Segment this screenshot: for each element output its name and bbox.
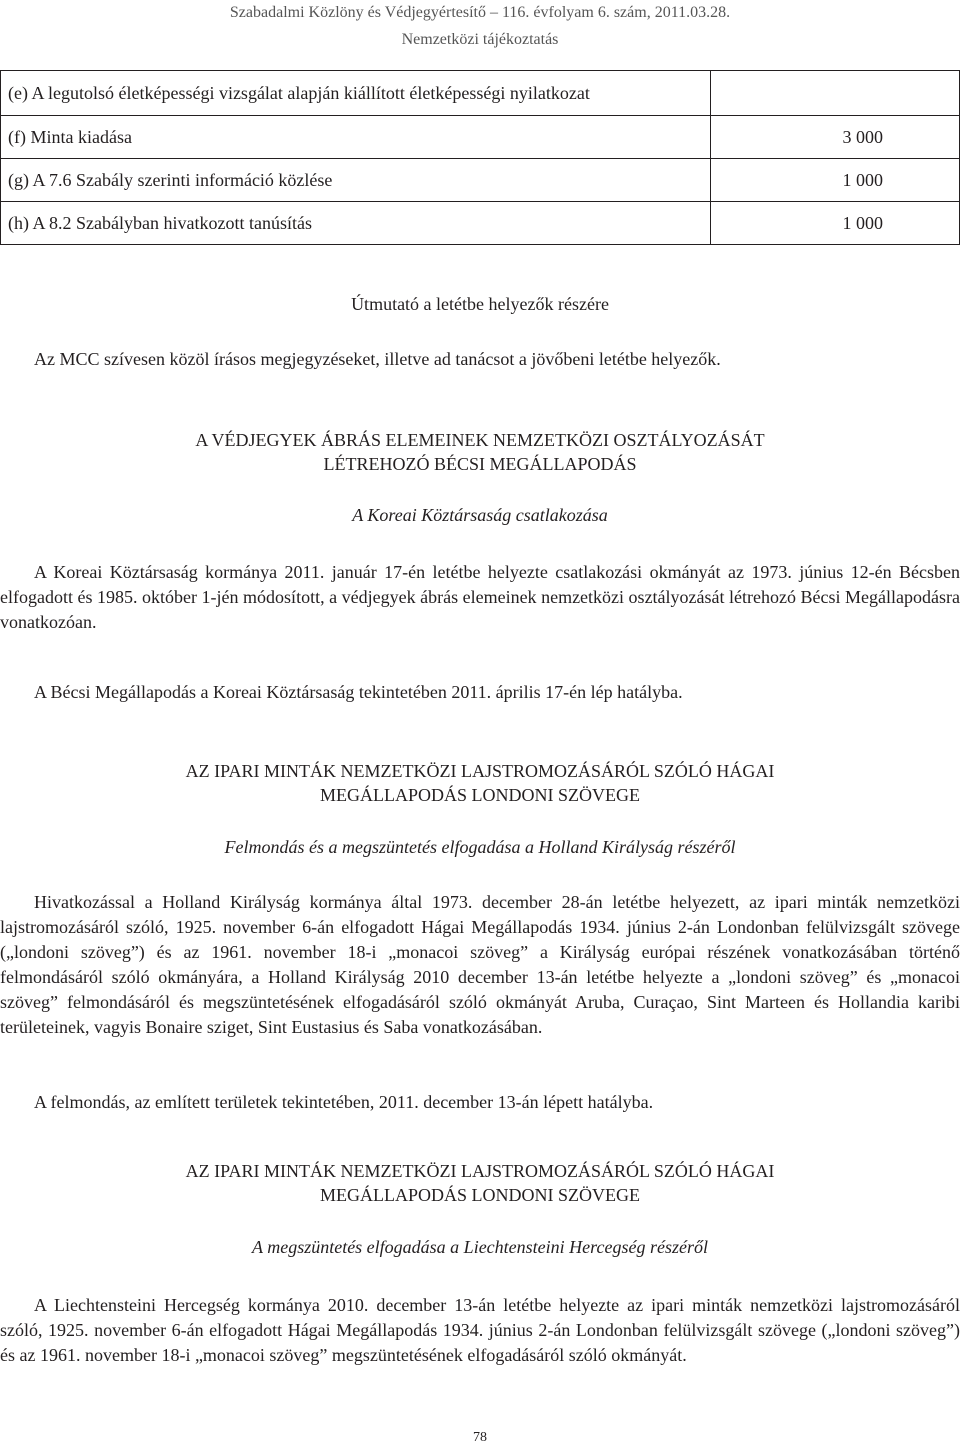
section-title-line: MEGÁLLAPODÁS LONDONI SZÖVEGE xyxy=(320,1185,640,1205)
section-subtitle: A megszüntetés elfogadása a Liechtensteini Hercegség részéről xyxy=(252,1237,708,1257)
paragraph: Hivatkozással a Holland Királyság kormánya által 1973. december 28-án letétbe helyezett, az ipari minták nemzetközi lajstromozásáról szóló, 1925. november 6-án elfogadott Hágai Megállapodás 1934. június 2-án Londonban felülvizsgált szövege („londoni szöveg”) és az 1961. november 18-i „monacoi szöveg” a Királyság európai részének vonatkozásában történő felmondásáról szóló okmányára, a Holland Királyság 2010 december 13-án letétbe helyezte a „londoni szöveg” és „monacoi szöveg” felmondásáról és megszüntetésének elfogadásáról szóló okmányát Aruba, Curaçao, Sint Marteen és Hollandia karibi területeinek, vagyis Bonaire sziget, Sint Eustasius és Saba vonatkozásában. xyxy=(0,892,960,1037)
section-title-line: MEGÁLLAPODÁS LONDONI SZÖVEGE xyxy=(320,785,640,805)
section-subtitle: Felmondás és a megszüntetés elfogadása a Holland Királyság részéről xyxy=(224,837,736,857)
fee-item: (e) A legutolsó életképességi vizsgálat alapján kiállított életképességi nyilatkozat xyxy=(1,71,711,116)
paragraph: A Koreai Köztársaság kormánya 2011. január 17-én letétbe helyezte csatlakozási okmányát az 1973. június 12-én Bécsben elfogadott és 1985. október 1-jén módosított, a védjegyek ábrás elemeinek nemzetközi osztályozását létrehozó Bécsi Megállapodásra vonatkozóan. xyxy=(0,562,960,632)
running-header-section: Nemzetközi tájékoztatás xyxy=(401,31,559,48)
table-row xyxy=(1,202,960,245)
fee-amount: 1 000 xyxy=(711,159,960,202)
running-header-title: Szabadalmi Közlöny és Védjegyértesítő – 116. évfolyam 6. szám, 2011.03.28. xyxy=(229,4,731,21)
fee-amount: 1 000 xyxy=(711,202,960,245)
section-title-line: AZ IPARI MINTÁK NEMZETKÖZI LAJSTROMOZÁSÁRÓL SZÓLÓ HÁGAI xyxy=(185,1161,775,1181)
fee-item: (f) Minta kiadása xyxy=(1,116,711,159)
fee-item: (g) A 7.6 Szabály szerinti információ közlése xyxy=(1,159,711,202)
fee-amount xyxy=(711,71,960,116)
guide-text: Az MCC szívesen közöl írásos megjegyzéseket, illetve ad tanácsot a jövőbeni letétbe helyezők. xyxy=(34,349,721,369)
table-row xyxy=(1,116,960,159)
section-title xyxy=(0,1159,960,1207)
guide-heading: Útmutató a letétbe helyezők részére xyxy=(351,294,609,314)
fee-item: (h) A 8.2 Szabályban hivatkozott tanúsítás xyxy=(1,202,711,245)
section-title-line: A VÉDJEGYEK ÁBRÁS ELEMEINEK NEMZETKÖZI OSZTÁLYOZÁSÁT xyxy=(195,430,765,450)
paragraph: A Bécsi Megállapodás a Koreai Köztársaság tekintetében 2011. április 17-én lép hatályba. xyxy=(34,682,683,702)
section-body xyxy=(0,1293,960,1368)
table-row xyxy=(1,159,960,202)
section-body xyxy=(0,560,960,635)
section-body xyxy=(0,890,960,1040)
page-number: 78 xyxy=(473,1430,487,1445)
section-subtitle: A Koreai Köztársaság csatlakozása xyxy=(352,505,608,525)
fee-table xyxy=(0,70,960,245)
section-title-line: AZ IPARI MINTÁK NEMZETKÖZI LAJSTROMOZÁSÁRÓL SZÓLÓ HÁGAI xyxy=(185,761,775,781)
fee-amount: 3 000 xyxy=(711,116,960,159)
paragraph: A felmondás, az említett területek tekintetében, 2011. december 13-án lépett hatályba. xyxy=(34,1092,654,1112)
section-title xyxy=(0,428,960,476)
table-row xyxy=(1,71,960,116)
paragraph: A Liechtensteini Hercegség kormánya 2010. december 13-án letétbe helyezte az ipari minták nemzetközi lajstromozásáról szóló, 1925. november 6-án elfogadott Hágai Megállapodás 1934. június 2-án Londonban felülvizsgált szövege („londoni szöveg”) és az 1961. november 18-i „monacoi szöveg” megszüntetésének elfogadásáról szóló okmányát. xyxy=(0,1295,960,1365)
section-title-line: LÉTREHOZÓ BÉCSI MEGÁLLAPODÁS xyxy=(323,454,637,474)
section-title xyxy=(0,759,960,807)
